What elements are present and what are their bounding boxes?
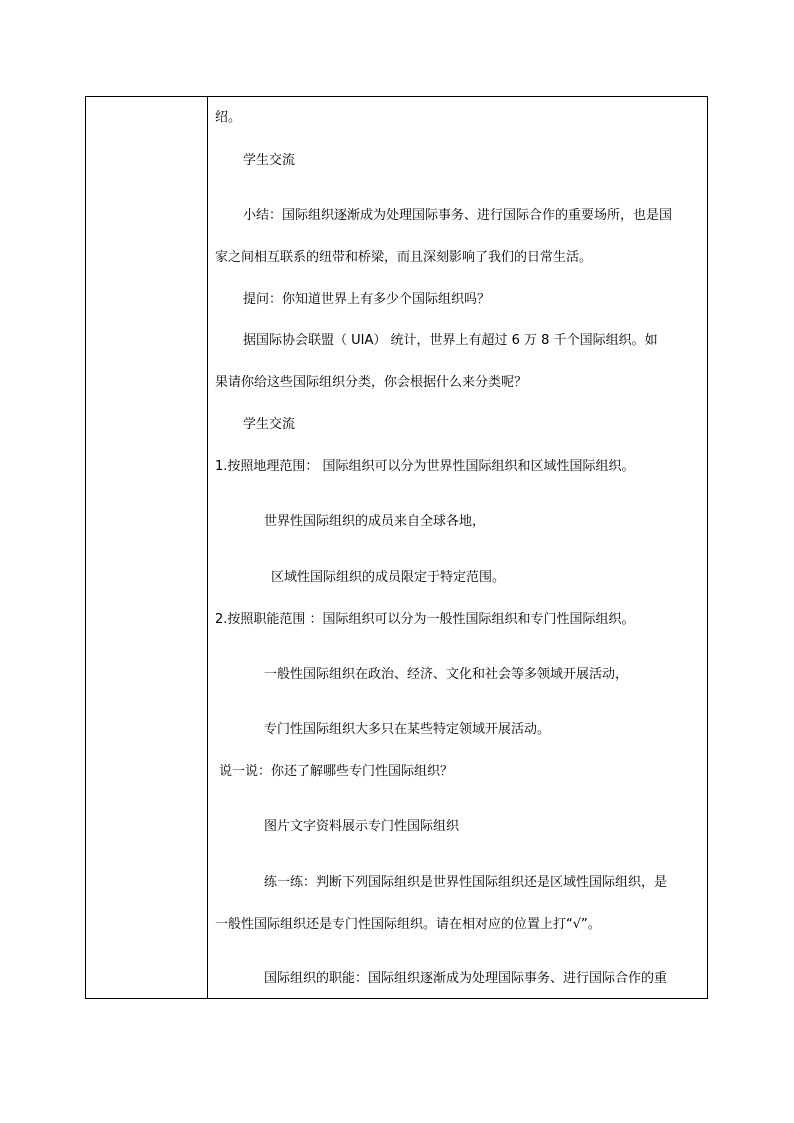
text-line: 世界性国际组织的成员来自全球各地， xyxy=(264,514,486,529)
text-line: 小结：国际组织逐渐成为处理国际事务、进行国际合作的重要场所，也是国 xyxy=(243,208,673,223)
text-line: 学生交流 xyxy=(243,153,296,168)
text-line: 1.按照地理范围： 国际组织可以分为世界性国际组织和区域性国际组织。 xyxy=(215,459,635,474)
table-column-divider xyxy=(207,96,208,999)
text-line: 果请你给这些国际组织分类，你会根据什么来分类呢？ xyxy=(215,375,528,390)
text-line: 绍。 xyxy=(215,110,242,125)
text-line: 学生交流 xyxy=(243,417,296,432)
text-line: 据国际协会联盟（ UIA） 统计，世界上有超过 6 万 8 千个国际组织。如 xyxy=(243,333,658,348)
text-line: 提问：你知道世界上有多少个国际组织吗？ xyxy=(243,292,491,307)
text-line: 练一练：判断下列国际组织是世界性国际组织还是区域性国际组织，是 xyxy=(264,875,668,890)
lesson-table xyxy=(85,96,708,999)
text-line: 一般性国际组织在政治、经济、文化和社会等多领域开展活动， xyxy=(264,667,629,682)
text-line: 专门性国际组织大多只在某些特定领域开展活动。 xyxy=(264,722,551,737)
text-line: 说一说：你还了解哪些专门性国际组织？ xyxy=(219,764,454,779)
text-line: 区域性国际组织的成员限定于特定范围。 xyxy=(271,570,506,585)
text-line: 国际组织的职能：国际组织逐渐成为处理国际事务、进行国际合作的重 xyxy=(264,971,668,986)
text-line: 一般性国际组织还是专门性国际组织。请在相对应的位置上打“√”。 xyxy=(215,917,601,932)
text-line: 家之间相互联系的纽带和桥梁，而且深刻影响了我们的日常生活。 xyxy=(215,250,593,265)
text-line: 图片文字资料展示专门性国际组织 xyxy=(264,819,460,834)
text-line: 2.按照职能范围 ：国际组织可以分为一般性国际组织和专门性国际组织。 xyxy=(215,612,635,627)
